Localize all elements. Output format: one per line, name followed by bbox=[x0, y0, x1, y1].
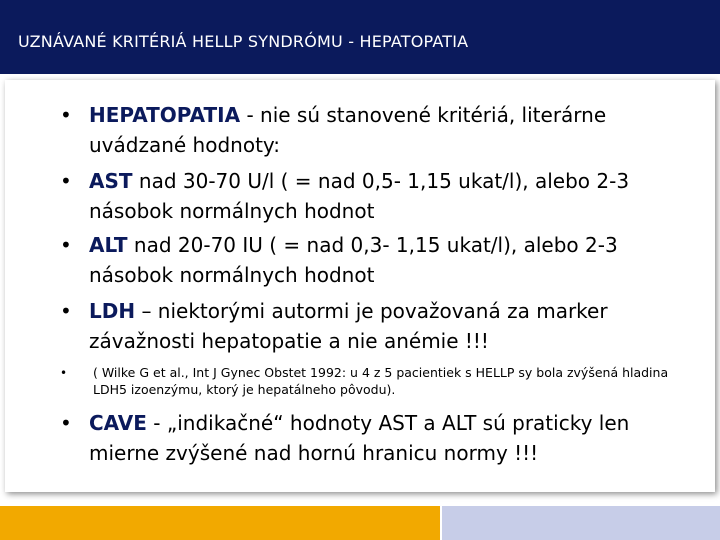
bullet-keyword: ALT bbox=[89, 233, 128, 257]
bullet-keyword: AST bbox=[89, 169, 133, 193]
bullet-body: nad 30-70 U/l ( = nad 0,5- 1,15 ukat/l), alebo 2-3 násobok normálnych hodnot bbox=[89, 169, 630, 223]
footer-bar-lavender bbox=[442, 506, 720, 540]
bullet-keyword: HEPATOPATIA bbox=[89, 103, 241, 127]
bullet-icon: • bbox=[60, 233, 72, 257]
bullet-text bbox=[89, 230, 701, 290]
content-box bbox=[5, 80, 715, 492]
slide-header bbox=[0, 0, 720, 74]
bullet-icon: • bbox=[60, 411, 72, 435]
bullet-keyword: LDH bbox=[89, 299, 136, 323]
bullet-body: - nie sú stanovené kritériá, literárne uvádzané hodnoty: bbox=[89, 103, 607, 157]
bullet-body: nad 20-70 IU ( = nad 0,3- 1,15 ukat/l), alebo 2-3 násobok normálnych hodnot bbox=[89, 233, 618, 287]
footer-bar-orange bbox=[0, 506, 440, 540]
bullet-text bbox=[89, 408, 701, 468]
bullet-body: - „indikačné“ hodnoty AST a ALT sú praticky len mierne zvýšené nad hornú hranicu normy !!! bbox=[89, 411, 630, 465]
bullet-icon: • bbox=[60, 169, 72, 193]
bullet-text bbox=[89, 166, 701, 226]
bullet-text bbox=[89, 100, 701, 160]
bullet-text bbox=[89, 296, 701, 356]
citation-text: ( Wilke G et al., Int J Gynec Obstet 1992: u 4 z 5 pacientiek s HELLP sy bola zvýšená hladina LDH5 izoenzýmu, ktorý je hepatálneho pôvodu). bbox=[93, 365, 669, 397]
bullet-icon: • bbox=[60, 103, 72, 127]
slide-title: UZNÁVANÉ KRITÉRIÁ HELLP SYNDRÓMU - HEPATOPATIA bbox=[18, 32, 469, 51]
bullet-body: – niektorými autormi je považovaná za marker závažnosti hepatopatie a nie anémie !!! bbox=[89, 299, 608, 353]
bullet-keyword: CAVE bbox=[89, 411, 147, 435]
bullet-icon: • bbox=[60, 366, 68, 380]
bullet-icon: • bbox=[60, 299, 72, 323]
